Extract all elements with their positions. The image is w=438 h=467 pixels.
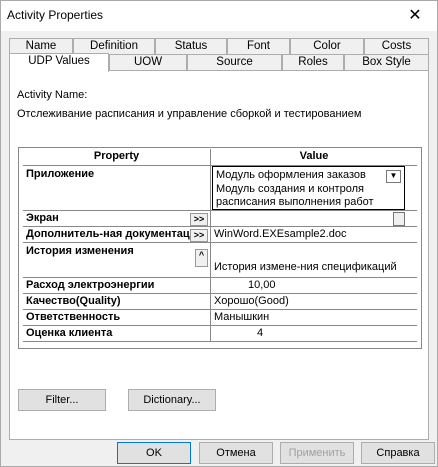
property-label: Дополнитель-ная документац	[26, 228, 190, 240]
tab-font[interactable]: Font	[227, 38, 290, 54]
expand-button-icon[interactable]: >>	[190, 213, 208, 226]
property-cell: Ответственность	[23, 310, 211, 325]
property-cell: Качество(Quality)	[23, 294, 211, 309]
udp-values-panel	[9, 70, 429, 440]
close-icon[interactable]: ✕	[408, 7, 422, 24]
table-row[interactable]	[23, 227, 417, 243]
field-button-icon[interactable]	[393, 212, 405, 226]
dictionary-button[interactable]: Dictionary...	[128, 389, 216, 411]
tab-source[interactable]: Source	[187, 54, 282, 70]
value-line: Модуль создания и контроля	[216, 182, 364, 195]
property-cell	[23, 211, 211, 226]
tab-definition[interactable]: Definition	[73, 38, 155, 54]
apply-button[interactable]: Применить	[280, 442, 354, 464]
help-button[interactable]: Справка	[361, 442, 435, 464]
property-cell: Оценка клиента	[23, 326, 211, 341]
tab-row-front	[9, 54, 429, 70]
property-cell: Приложение	[23, 166, 211, 210]
value-line: расписания выполнения работ	[216, 196, 374, 208]
tab-color[interactable]: Color	[290, 38, 364, 54]
property-column-header: Property	[23, 149, 211, 165]
grid-header-row	[23, 149, 417, 166]
property-label: История изменения	[26, 245, 134, 257]
value-cell[interactable]: Хорошо(Good)	[214, 295, 289, 307]
screen-value-field[interactable]	[211, 211, 417, 226]
title-bar	[1, 1, 437, 31]
table-row[interactable]	[23, 326, 417, 342]
value-cell[interactable]: 4	[257, 327, 264, 339]
tab-roles[interactable]: Roles	[282, 54, 344, 70]
property-label: Экран	[26, 212, 59, 224]
table-row[interactable]	[23, 294, 417, 310]
activity-name-label: Activity Name:	[17, 89, 88, 101]
property-cell	[23, 243, 211, 277]
dropdown-arrow-icon[interactable]: ▼	[386, 170, 401, 183]
value-cell[interactable]: Манышкин	[214, 311, 270, 323]
expand-button-icon[interactable]: >>	[190, 229, 208, 242]
tab-costs[interactable]: Costs	[364, 38, 429, 54]
property-cell: Расход электроэнергии	[23, 278, 211, 293]
value-column-header: Value	[299, 150, 329, 162]
window-title: Activity Properties	[7, 8, 104, 22]
table-row[interactable]	[23, 166, 417, 211]
tab-name[interactable]: Name	[9, 38, 73, 54]
table-row[interactable]	[23, 243, 417, 278]
table-row[interactable]	[23, 310, 417, 326]
activity-name-value: Отслеживание расписания и управление сборкой и тестированием	[17, 108, 362, 120]
value-line: Модуль оформления заказов	[216, 169, 366, 181]
tab-status[interactable]: Status	[155, 38, 227, 54]
cancel-button[interactable]: Отмена	[199, 442, 273, 464]
table-row[interactable]	[23, 278, 417, 294]
tab-row-back	[9, 38, 429, 54]
tab-box-style[interactable]: Box Style	[344, 54, 429, 70]
table-row[interactable]	[23, 211, 417, 227]
value-cell[interactable]: История измене-ния спецификаций	[214, 261, 397, 273]
application-multiselect[interactable]	[212, 166, 405, 210]
filter-button[interactable]: Filter...	[18, 389, 106, 411]
value-cell[interactable]: 10,00	[248, 279, 276, 291]
value-cell[interactable]: WinWord.EXEsample2.doc	[214, 228, 347, 240]
property-cell	[23, 227, 211, 242]
ok-button[interactable]: OK	[117, 442, 191, 464]
tab-udp-values[interactable]: UDP Values	[9, 53, 109, 72]
tab-uow[interactable]: UOW	[109, 54, 187, 70]
scroll-up-icon[interactable]: ^	[195, 249, 208, 267]
udp-grid	[18, 147, 422, 349]
